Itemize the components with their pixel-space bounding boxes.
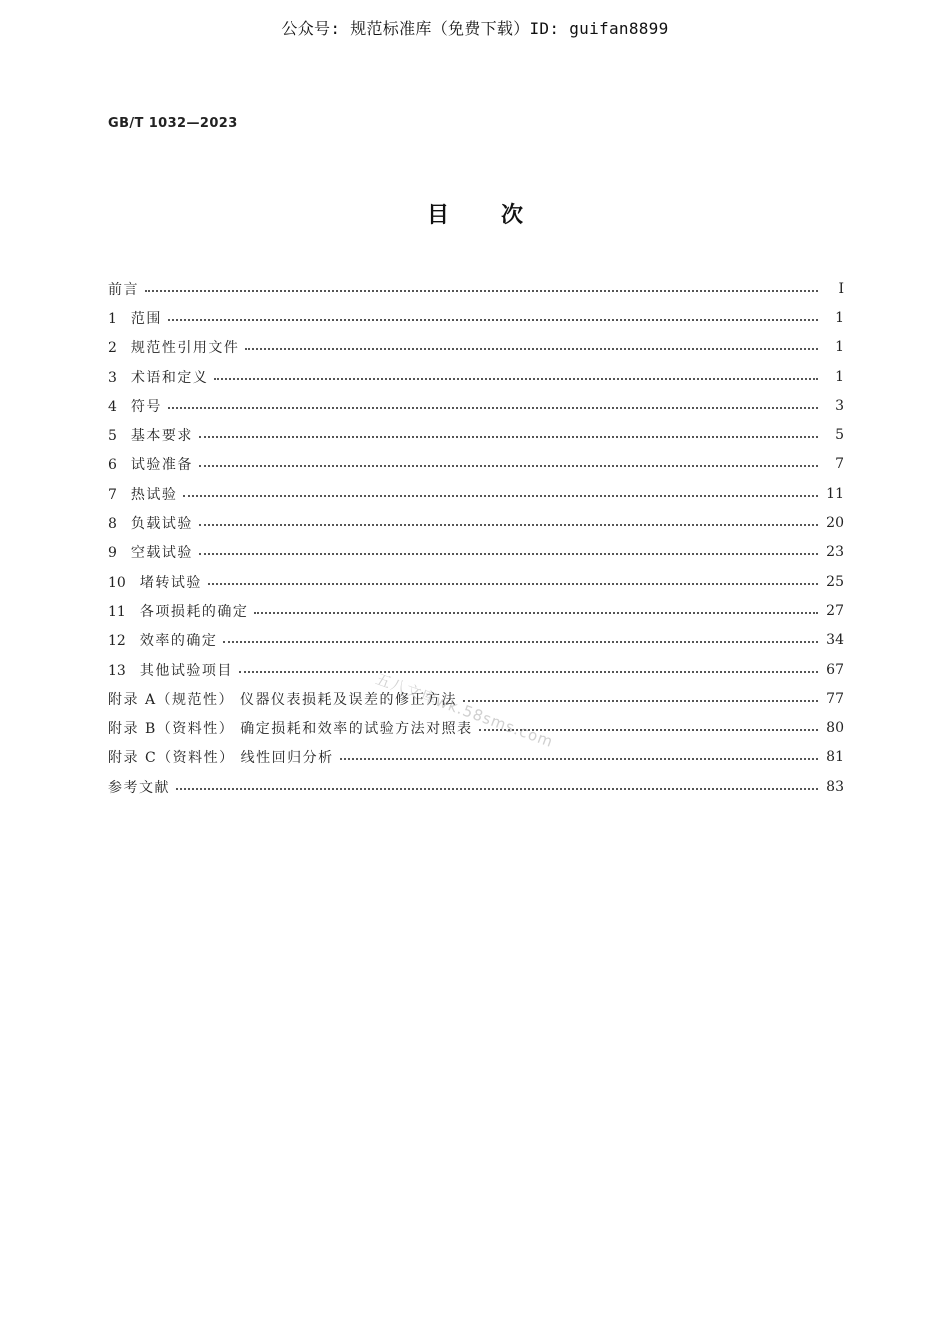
toc-page-number: 67: [826, 661, 844, 678]
toc-number: 9: [108, 545, 117, 562]
toc-text: 空载试验: [130, 545, 193, 562]
toc-page-number: 80: [826, 720, 844, 737]
toc-text: 热试验: [130, 486, 178, 503]
toc-entry[interactable]: [108, 420, 844, 449]
toc-page-number: 3: [835, 397, 844, 414]
toc-number: 3: [108, 369, 117, 386]
toc-page-number: 1: [835, 339, 844, 356]
toc-leader-dots: [214, 378, 818, 380]
toc-leader-dots: [208, 583, 818, 585]
toc-page-number: 5: [835, 427, 844, 444]
toc-entry[interactable]: [108, 508, 844, 537]
toc-label: [108, 337, 239, 357]
toc-number: 10: [108, 574, 126, 591]
toc-page-number: 7: [835, 456, 844, 473]
toc-leader-dots: [199, 553, 818, 555]
toc-entry[interactable]: [108, 362, 844, 391]
toc-page-number: 1: [835, 309, 844, 326]
watermark-text: 五八文库wk.58sms.com: [373, 669, 556, 752]
toc-text: 附录 A（规范性） 仪器仪表损耗及误差的修正方法: [108, 691, 458, 708]
toc-entry[interactable]: [108, 567, 844, 596]
toc-text: 附录 B（资料性） 确定损耗和效率的试验方法对照表: [108, 721, 473, 738]
toc-text: 术语和定义: [130, 369, 209, 386]
toc-page-number: 20: [826, 515, 844, 532]
toc-number: 2: [108, 340, 117, 357]
toc-page-number: I: [838, 280, 844, 297]
toc-label: [108, 279, 139, 299]
toc-number: 7: [108, 486, 117, 503]
toc-label: [108, 542, 193, 562]
toc-page-number: 81: [826, 749, 844, 766]
toc-text: 效率的确定: [139, 633, 218, 650]
toc-entry[interactable]: [108, 596, 844, 625]
toc-entry[interactable]: [108, 655, 844, 684]
toc-text: 范围: [130, 310, 162, 327]
toc-page-number: 23: [826, 544, 844, 561]
toc-label: [108, 747, 334, 767]
toc-label: [108, 572, 202, 592]
standard-code: GB/T 1032—2023: [108, 116, 238, 131]
toc-number: 13: [108, 662, 126, 679]
toc-leader-dots: [145, 290, 818, 292]
toc-text: 前言: [108, 281, 139, 298]
toc-text: 试验准备: [130, 457, 193, 474]
toc-label: [108, 718, 473, 738]
toc-text: 负载试验: [130, 516, 193, 533]
toc-entry[interactable]: [108, 303, 844, 332]
toc-page-number: 34: [826, 632, 844, 649]
toc-text: 其他试验项目: [139, 662, 233, 679]
toc-page-number: 83: [826, 778, 844, 795]
toc-page-number: 11: [826, 485, 844, 502]
toc-leader-dots: [199, 524, 818, 526]
toc-label: [108, 777, 170, 797]
toc-number: 4: [108, 398, 117, 415]
page-title: 目次: [426, 203, 575, 228]
toc-page-number: 77: [826, 690, 844, 707]
toc-number: 6: [108, 457, 117, 474]
header-banner: 公众号: 规范标准库（免费下载）ID: guifan8899: [281, 19, 669, 38]
toc-label: [108, 601, 248, 621]
toc-text: 规范性引用文件: [130, 340, 240, 357]
toc-text: 各项损耗的确定: [139, 603, 249, 620]
toc-text: 附录 C（资料性） 线性回归分析: [108, 750, 334, 767]
toc-leader-dots: [176, 788, 818, 790]
toc-number: 8: [108, 516, 117, 533]
toc-page-number: 1: [835, 368, 844, 385]
toc-number: 1: [108, 310, 117, 327]
toc-leader-dots: [168, 407, 818, 409]
toc-label: [108, 367, 208, 387]
toc-leader-dots: [245, 348, 818, 350]
toc-leader-dots: [340, 758, 818, 760]
toc-leader-dots: [183, 495, 818, 497]
toc-entry[interactable]: [108, 743, 844, 772]
toc-label: [108, 396, 162, 416]
toc-leader-dots: [168, 319, 818, 321]
toc-leader-dots: [199, 436, 818, 438]
toc-label: [108, 425, 193, 445]
toc-leader-dots: [223, 641, 818, 643]
toc-text: 符号: [130, 398, 162, 415]
toc-entry[interactable]: [108, 772, 844, 801]
toc-leader-dots: [199, 465, 818, 467]
toc-page-number: 25: [826, 573, 844, 590]
toc-text: 参考文献: [108, 779, 170, 796]
toc-text: 堵转试验: [139, 574, 202, 591]
toc-number: 5: [108, 428, 117, 445]
toc-entry[interactable]: [108, 391, 844, 420]
toc-entry[interactable]: [108, 626, 844, 655]
toc-label: [108, 660, 233, 680]
toc-number: 12: [108, 633, 126, 650]
toc-text: 基本要求: [130, 428, 193, 445]
toc-leader-dots: [239, 671, 818, 673]
toc-entry[interactable]: [108, 333, 844, 362]
toc-entry[interactable]: [108, 538, 844, 567]
toc-label: [108, 513, 193, 533]
toc-label: [108, 454, 193, 474]
toc-leader-dots: [254, 612, 818, 614]
toc-leader-dots: [463, 700, 818, 702]
toc-label: [108, 484, 177, 504]
toc-number: 11: [108, 603, 126, 620]
toc-entry[interactable]: [108, 274, 844, 303]
toc-label: [108, 308, 162, 328]
toc-label: [108, 630, 217, 650]
toc-entry[interactable]: [108, 479, 844, 508]
toc-entry[interactable]: [108, 450, 844, 479]
toc-page-number: 27: [826, 602, 844, 619]
